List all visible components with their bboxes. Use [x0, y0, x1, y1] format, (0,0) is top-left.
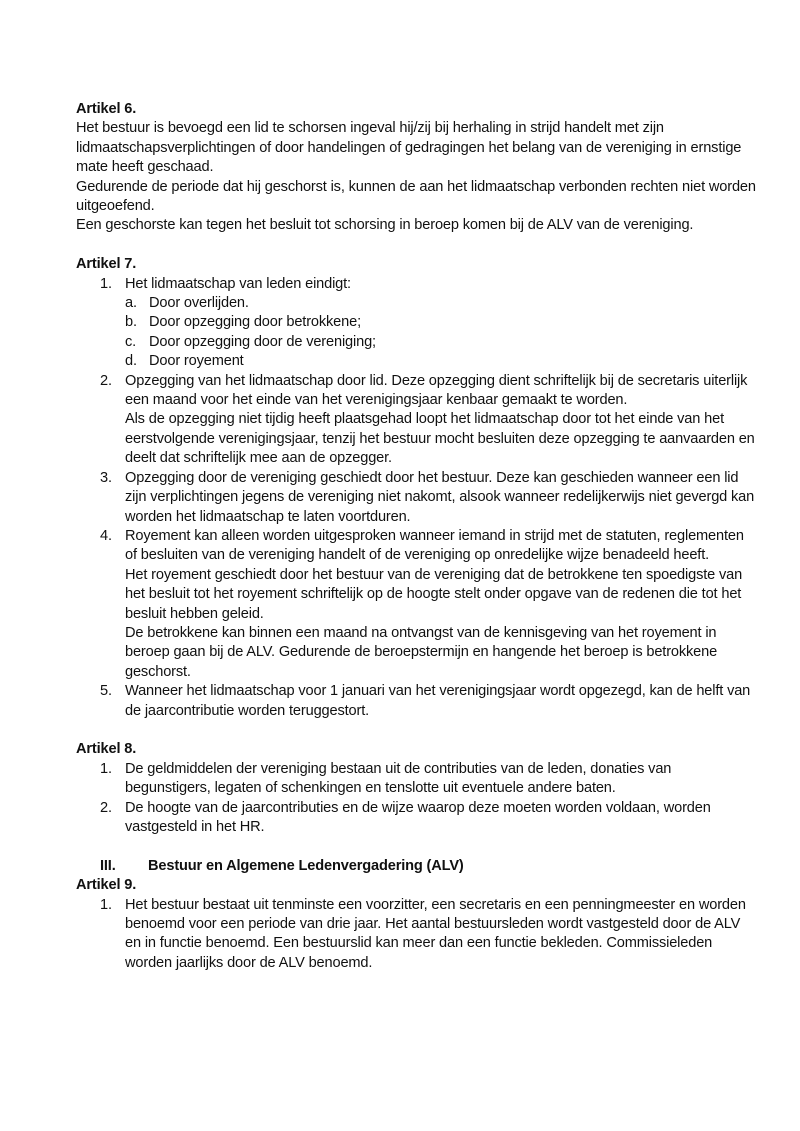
list-text: De hoogte van de jaarcontributies en de wijze waarop deze moeten worden voldaan, worden vastgesteld in het HR.	[125, 799, 711, 835]
numbered-list	[76, 275, 756, 721]
list-text: Het lidmaatschap van leden eindigt:	[125, 275, 351, 292]
list-item	[76, 799, 756, 838]
list-number: 2.	[100, 372, 112, 389]
list-text: Als de opzegging niet tijdig heeft plaatsgehad loopt het lidmaatschap door tot het einde van het eerstvolgende verenigingsjaar, tenzij het bestuur mocht besluiten deze opzegging te aanvaarden en deelt dat schriftelijk mee aan de opzegger.	[125, 411, 755, 467]
list-number: 1.	[100, 275, 112, 292]
list-item	[125, 313, 756, 332]
article-7	[76, 255, 756, 721]
list-item	[76, 469, 756, 527]
list-number: 3.	[100, 469, 112, 486]
list-text: Opzegging door de vereniging geschiedt door het bestuur. Deze kan geschieden wanneer een lid zijn verplichtingen jegens de vereniging niet nakomt, alsook wanneer redelijkerwijs niet gevergd kan worden het lidmaatschap te laten voortduren.	[125, 469, 755, 525]
list-number: 2.	[100, 799, 112, 816]
lettered-list	[125, 294, 756, 372]
section-heading	[76, 857, 756, 876]
document-page	[76, 100, 756, 973]
list-text: Door royement	[149, 353, 244, 370]
list-text: Door overlijden.	[149, 295, 249, 312]
spacer	[76, 236, 756, 255]
paragraph: Het bestuur is bevoegd een lid te schorsen ingeval hij/zij bij herhaling in strijd handelt met zijn lidmaatschapsverplichtingen of door handelingen of gedragingen het belang van de vereniging in ernstige mate heeft geschaad.	[76, 120, 742, 176]
list-item	[76, 275, 756, 372]
list-text: De betrokkene kan binnen een maand na ontvangst van de kennisgeving van het royement in beroep gaan bij de ALV. Gedurende de beroepstermijn en hangende het beroep is betrokkene geschorst.	[125, 624, 718, 680]
list-text: De geldmiddelen der vereniging bestaan uit de contributies van de leden, donaties van begunstigers, legaten of schenkingen en tenslotte uit eventuele andere baten.	[125, 760, 672, 797]
list-letter: d.	[125, 353, 137, 370]
numbered-list	[76, 896, 756, 974]
article-8	[76, 740, 756, 837]
list-item	[76, 527, 756, 682]
list-item	[76, 896, 756, 974]
list-text: Door opzegging door de vereniging;	[149, 333, 376, 350]
list-text: Door opzegging door betrokkene;	[149, 314, 361, 331]
list-number: 4.	[100, 527, 112, 544]
list-text: Royement kan alleen worden uitgesproken wanneer iemand in strijd met de statuten, reglementen of besluiten van de vereniging handelt of de vereniging op onredelijke wijze benadeeld heeft.	[125, 527, 744, 564]
numbered-list	[76, 760, 756, 838]
list-letter: c.	[125, 333, 137, 350]
article-heading: Artikel 6.	[76, 101, 137, 117]
list-number: 5.	[100, 683, 112, 700]
list-item	[76, 682, 756, 721]
list-text: Het bestuur bestaat uit tenminste een voorzitter, een secretaris en een penningmeester en worden benoemd voor een periode van drie jaar. Het aantal bestuursleden wordt vastgesteld door de ALV en in functie benoemd. Een bestuurslid kan meer dan een functie bekleden. Commissieleden worden jaarlijks door de ALV benoemd.	[125, 896, 746, 971]
list-number: 1.	[100, 896, 112, 913]
list-item	[76, 372, 756, 469]
list-item	[125, 333, 756, 352]
paragraph: Een geschorste kan tegen het besluit tot schorsing in beroep komen bij de ALV van de vereniging.	[76, 217, 694, 234]
spacer	[76, 837, 756, 856]
list-number: 1.	[100, 760, 112, 777]
list-item	[76, 760, 756, 799]
list-item	[125, 352, 756, 371]
list-item	[125, 294, 756, 313]
list-text: Wanneer het lidmaatschap voor 1 januari van het verenigingsjaar wordt opgezegd, kan de helft van de jaarcontributie worden teruggestort.	[125, 683, 751, 719]
section-title: Bestuur en Algemene Ledenvergadering (ALV)	[148, 857, 464, 874]
article-heading: Artikel 8.	[76, 741, 137, 758]
section-number: III.	[100, 857, 116, 874]
list-letter: b.	[125, 314, 137, 331]
list-text: Het royement geschiedt door het bestuur van de vereniging dat de betrokkene ten spoedigste van het besluit tot het royement schriftelijk op de hoogte stelt onder opgave van de redenen die tot het besluit hebben geleid.	[125, 566, 743, 622]
article-6	[76, 100, 756, 236]
paragraph: Gedurende de periode dat hij geschorst is, kunnen de aan het lidmaatschap verbonden rechten niet worden uitgeoefend.	[76, 178, 756, 215]
list-text: Opzegging van het lidmaatschap door lid. Deze opzegging dient schriftelijk bij de secretaris uiterlijk een maand voor het einde van het verenigingsjaar kenbaar gemaakt te worden.	[125, 372, 748, 409]
article-9	[76, 876, 756, 973]
article-heading: Artikel 7.	[76, 256, 137, 273]
article-heading: Artikel 9.	[76, 877, 137, 894]
spacer	[76, 721, 756, 740]
list-letter: a.	[125, 295, 137, 312]
